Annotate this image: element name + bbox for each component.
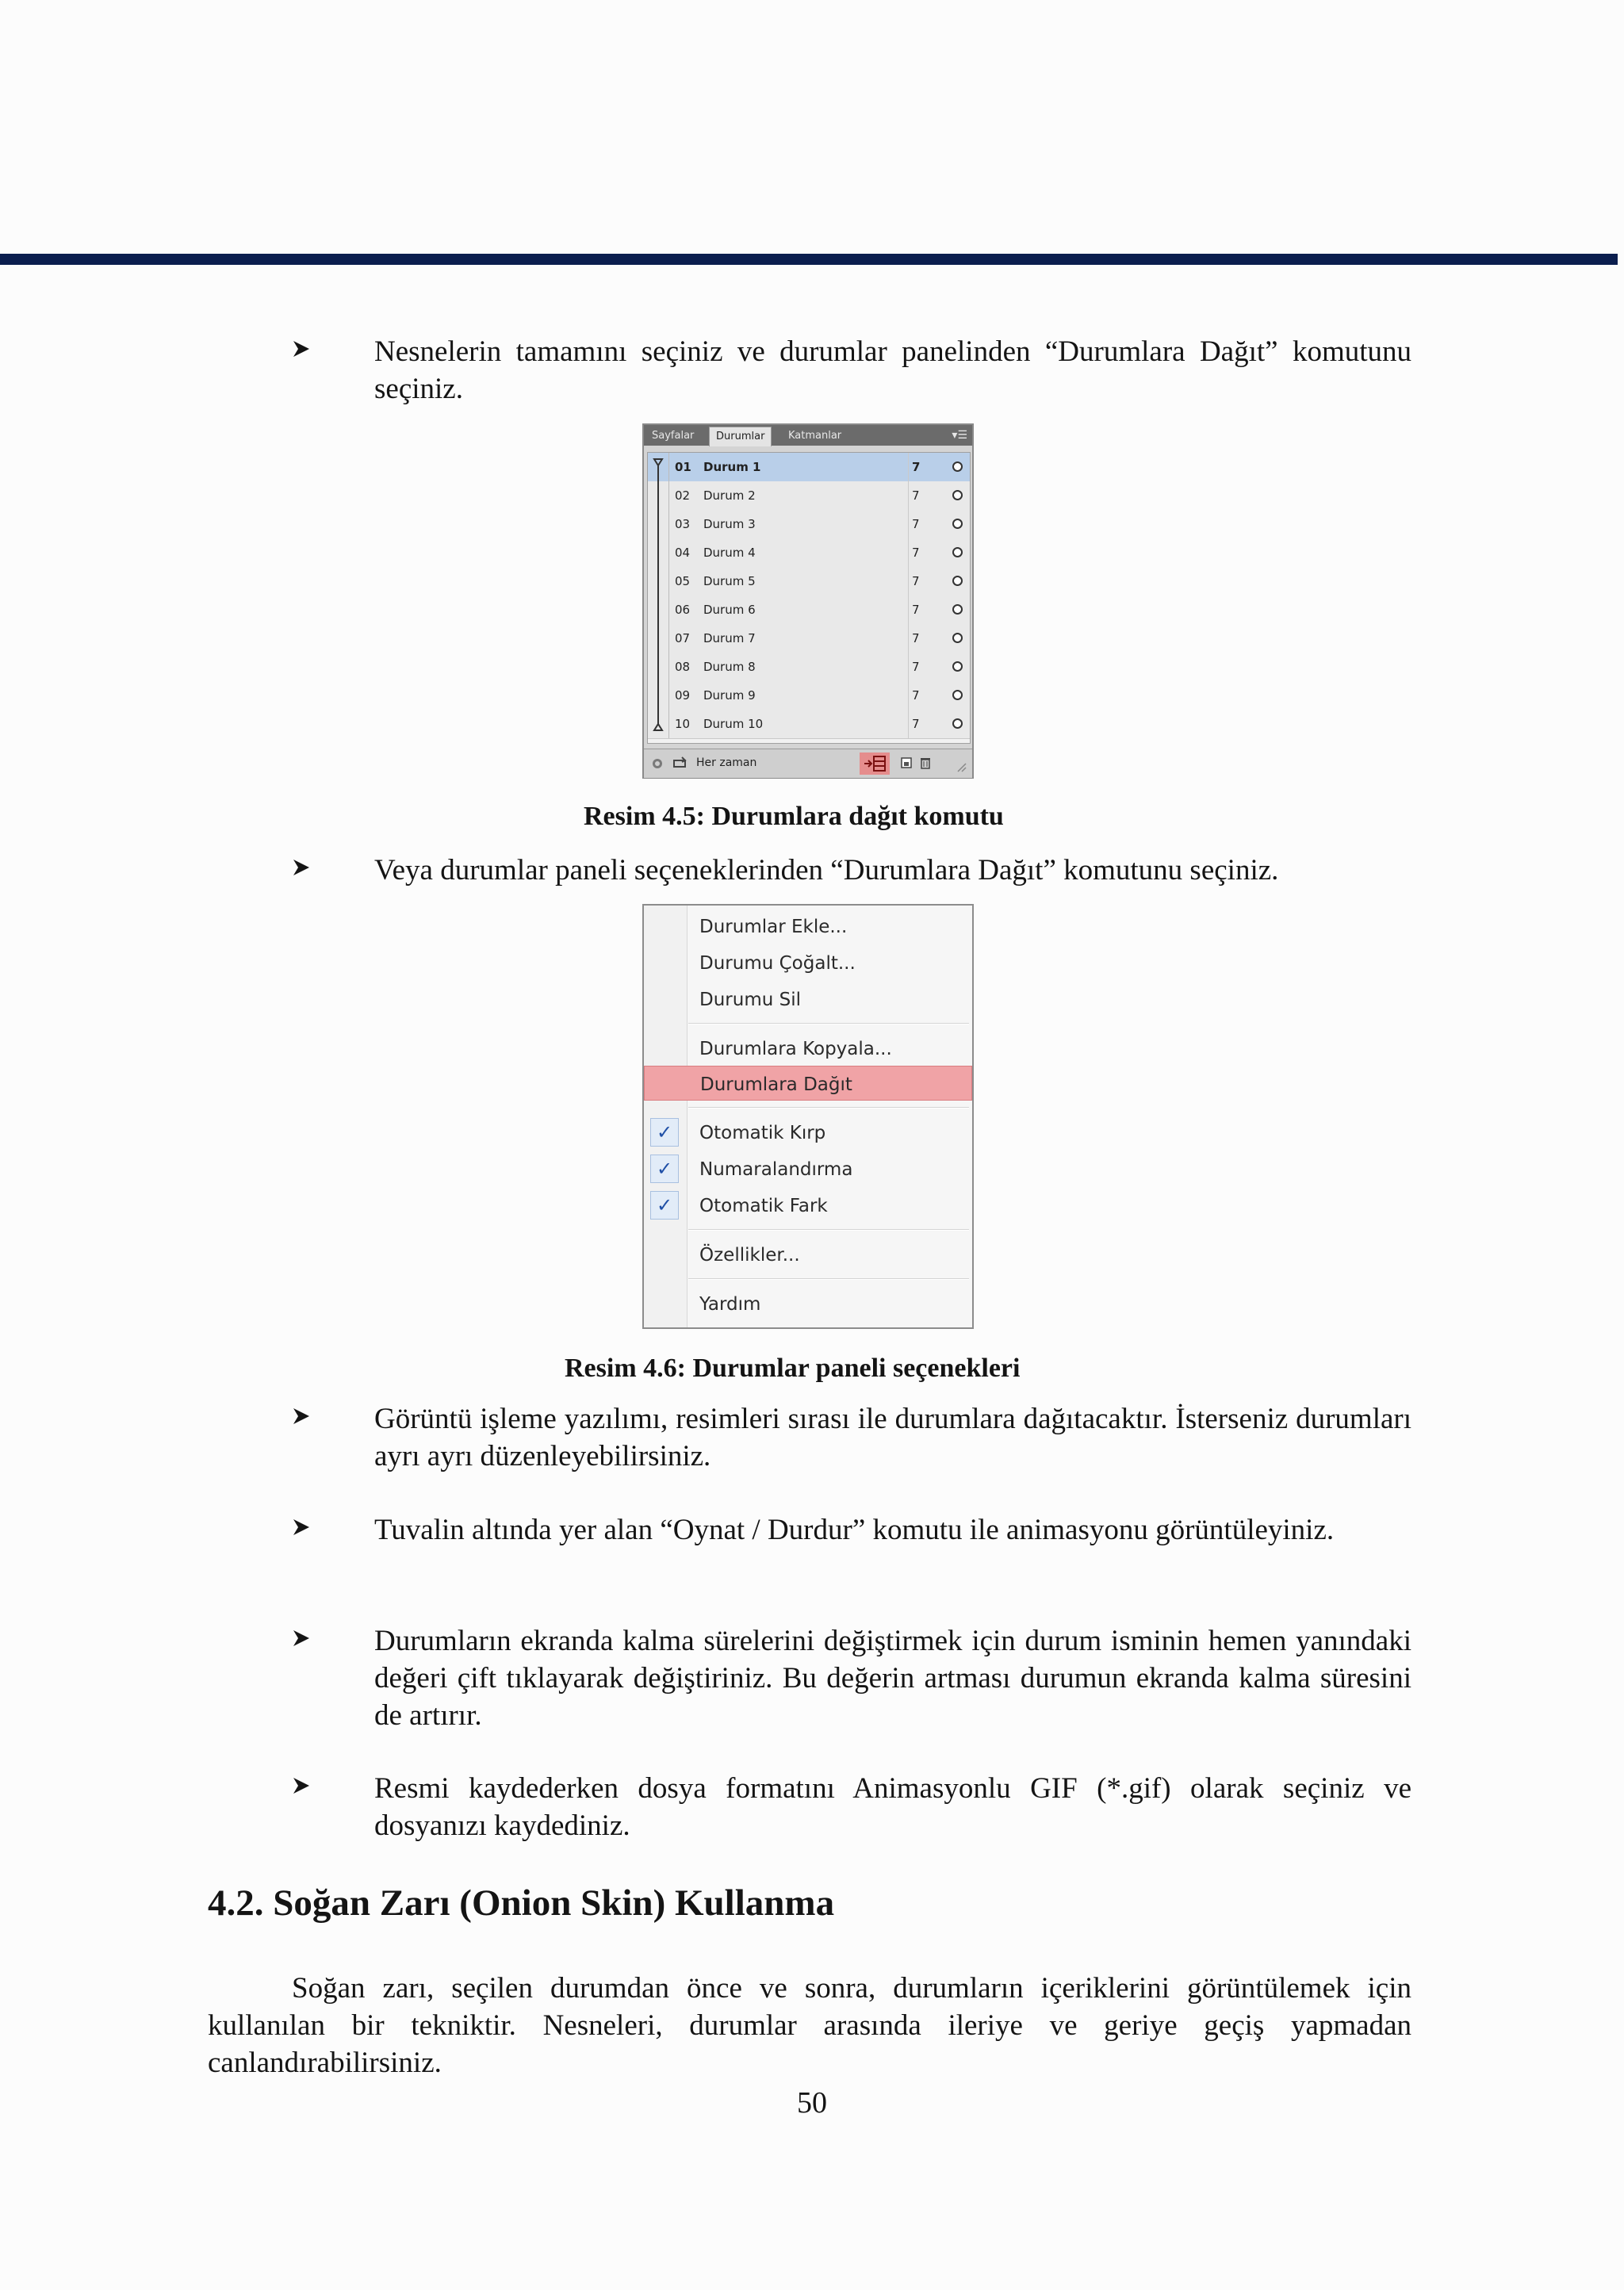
menu-item-auto-crop[interactable] [644,1115,972,1150]
onion-skin-track[interactable] [648,481,669,510]
menu-item-duplicate-state[interactable] [644,945,972,980]
state-name: Durum 8 [703,660,756,674]
onion-skin-track[interactable] [648,538,669,567]
state-delay[interactable]: 7 [908,681,948,710]
menu-item-label: Numaralandırma [699,1159,853,1180]
onion-skin-track[interactable] [648,510,669,538]
distribute-to-states-button[interactable] [860,752,890,775]
panel-tab-bar [644,425,972,446]
section-heading: 4.2. Soğan Zarı (Onion Skin) Kullanma [208,1882,835,1924]
bullet-text-3: Görüntü işleme yazılımı, resimleri sırası ile durumlara dağıtacaktır. İsterseniz durumları ayrı ayrı düzenleyebilirsiniz. [374,1403,1411,1472]
resize-grip-icon[interactable] [955,760,969,775]
state-number: 03 [675,517,691,531]
bullet-arrow-icon [290,852,314,883]
panel-footer [644,749,972,778]
onion-skin-track[interactable] [648,595,669,624]
tab-katmanlar[interactable]: Katmanlar [788,430,842,442]
menu-item-label: Yardım [699,1294,761,1315]
menu-item-label: Durumlar Ekle... [699,917,848,937]
state-radio[interactable] [952,576,963,586]
page-number: 50 [797,2086,827,2120]
state-name: Durum 7 [703,631,756,645]
checkmark-icon: ✓ [650,1155,679,1183]
state-radio[interactable] [952,718,963,729]
loop-icon[interactable] [672,756,687,770]
state-number: 07 [675,631,691,645]
state-name: Durum 9 [703,688,756,703]
menu-item-delete-state[interactable] [644,982,972,1017]
menu-item-label: Durumlara Kopyala... [699,1039,892,1059]
onion-skin-end-marker[interactable] [648,710,669,738]
onion-skin-track[interactable] [648,681,669,710]
menu-item-label: Durumu Çoğalt... [699,953,856,974]
state-row[interactable] [648,538,970,568]
bullet-text-1: Nesnelerin tamamını seçiniz ve durumlar panelinden “Durumlara Dağıt” komutunu seçiniz. [374,335,1411,405]
onion-skin-marker[interactable] [648,453,669,481]
figure-caption-2: Resim 4.6: Durumlar paneli seçenekleri [565,1354,1021,1383]
state-delay[interactable]: 7 [908,595,948,624]
menu-separator [688,1023,969,1024]
checkmark-icon: ✓ [650,1191,679,1220]
state-radio[interactable] [952,633,963,643]
state-delay[interactable]: 7 [908,624,948,653]
header-rule [0,254,1618,265]
state-delay[interactable]: 7 [908,481,948,510]
state-name: Durum 1 [703,460,761,474]
state-row[interactable] [648,624,970,653]
state-number: 04 [675,546,691,560]
states-panel-options-menu [642,904,974,1329]
state-number: 05 [675,574,691,588]
tab-durumlar[interactable]: Durumlar [709,427,772,446]
menu-item-label: Durumu Sil [699,990,801,1010]
state-radio[interactable] [952,461,963,472]
menu-item-label: Özellikler... [699,1245,800,1266]
trash-icon[interactable] [918,756,933,770]
menu-separator [688,1278,969,1280]
panel-options-icon[interactable]: ▾☰ [952,429,967,442]
menu-item-label: Otomatik Fark [699,1196,828,1216]
state-number: 08 [675,660,691,674]
state-row[interactable] [648,653,970,682]
bullet-arrow-icon [290,1622,314,1654]
menu-item-numbering[interactable] [644,1151,972,1186]
loop-label[interactable]: Her zaman [696,756,757,769]
onion-skin-track[interactable] [648,567,669,595]
state-delay[interactable]: 7 [908,653,948,681]
menu-item-properties[interactable] [644,1237,972,1272]
state-delay[interactable]: 7 [908,710,948,738]
bullet-arrow-icon [290,1770,314,1802]
onion-skin-track[interactable] [648,624,669,653]
new-state-icon[interactable] [899,756,914,770]
menu-separator [688,1229,969,1231]
state-name: Durum 4 [703,546,756,560]
bullet-text-2: Veya durumlar paneli seçeneklerinden “Durumlara Dağıt” komutunu seçiniz. [374,854,1279,887]
onion-skin-track[interactable] [648,653,669,681]
state-number: 02 [675,488,691,503]
section-paragraph: Soğan zarı, seçilen durumdan önce ve sonra, durumların içeriklerini görüntülemek için kullanılan bir tekniktir. Nesneleri, durumlar arasında ileriye ve geriye geçiş yapmadan canlandırabilirsiniz. [208,1972,1411,2079]
states-list [647,452,971,744]
menu-item-label: Durumlara Dağıt [700,1074,852,1095]
figure-caption-1: Resim 4.5: Durumlara dağıt komutu [584,802,1004,831]
menu-item-label: Otomatik Kırp [699,1123,826,1143]
menu-item-add-states[interactable] [644,909,972,944]
state-row[interactable] [648,453,970,482]
state-row[interactable] [648,595,970,625]
state-delay[interactable]: 7 [908,567,948,595]
onion-skin-icon[interactable] [650,756,665,770]
state-row[interactable] [648,481,970,511]
state-number: 09 [675,688,691,703]
state-number: 06 [675,603,691,617]
state-radio[interactable] [952,519,963,529]
state-delay[interactable]: 7 [908,510,948,538]
menu-separator [688,1107,969,1109]
state-radio[interactable] [952,604,963,615]
menu-item-auto-difference[interactable] [644,1188,972,1223]
state-row[interactable] [648,681,970,710]
checkmark-icon: ✓ [650,1118,679,1147]
state-number: 10 [675,717,691,731]
state-name: Durum 3 [703,517,756,531]
state-row[interactable] [648,710,970,739]
menu-item-help[interactable] [644,1286,972,1321]
tab-sayfalar[interactable]: Sayfalar [652,430,695,442]
states-panel [642,423,974,779]
bullet-arrow-icon [290,333,314,365]
state-row[interactable] [648,510,970,539]
state-radio[interactable] [952,490,963,500]
menu-item-distribute-to-states[interactable] [644,1066,972,1101]
state-radio[interactable] [952,690,963,700]
state-radio[interactable] [952,661,963,672]
state-delay[interactable]: 7 [908,538,948,567]
bullet-text-4: Tuvalin altında yer alan “Oynat / Durdur” komutu ile animasyonu görüntüleyiniz. [374,1514,1335,1546]
bullet-arrow-icon [290,1400,314,1432]
state-name: Durum 5 [703,574,756,588]
bullet-text-1-line1-wrap [374,333,1411,405]
state-radio[interactable] [952,547,963,557]
menu-item-copy-to-states[interactable] [644,1031,972,1066]
state-number: 01 [675,460,691,474]
bullet-text-6: Resmi kaydederken dosya formatını Animasyonlu GIF (*.gif) olarak seçiniz ve dosyanızı kaydediniz. [374,1772,1411,1842]
state-name: Durum 10 [703,717,764,731]
state-delay[interactable]: 7 [908,453,948,481]
bullet-arrow-icon [290,1511,314,1543]
state-row[interactable] [648,567,970,596]
state-name: Durum 2 [703,488,756,503]
bullet-text-5: Durumların ekranda kalma sürelerini değiştirmek için durum isminin hemen yanındaki değeri çift tıklayarak değiştiriniz. Bu değerin artması durumun ekranda kalma süresini de artırır. [374,1625,1411,1732]
state-name: Durum 6 [703,603,756,617]
